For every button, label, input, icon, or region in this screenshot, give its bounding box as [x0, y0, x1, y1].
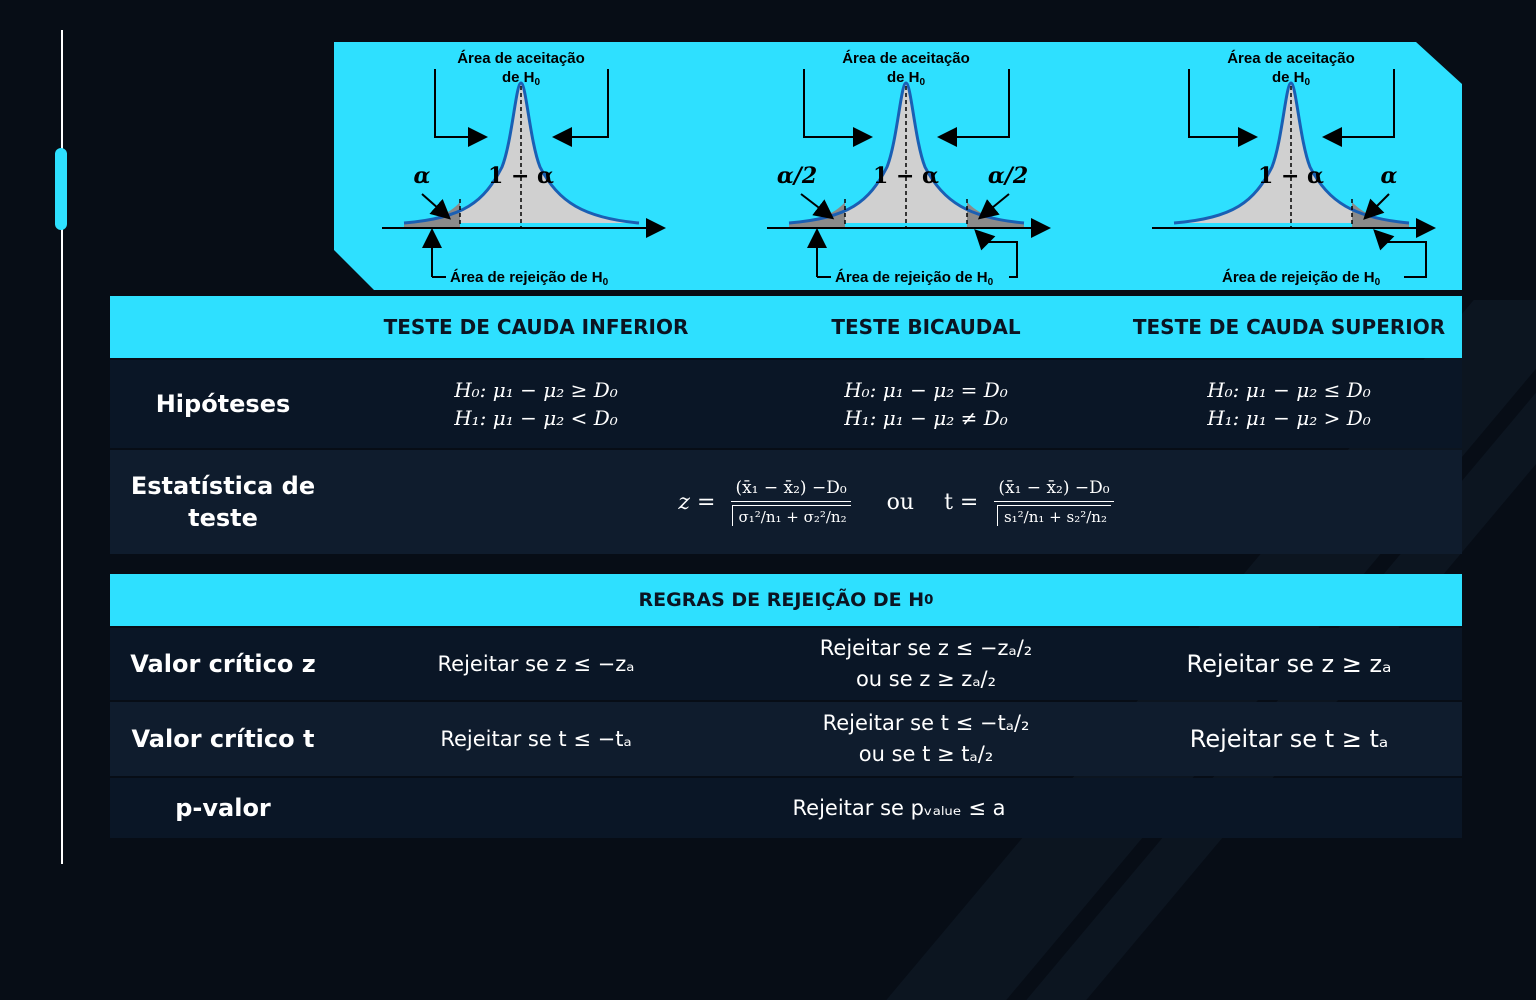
rejection-label: Área de rejeição de H	[1222, 269, 1375, 286]
test-type-header	[110, 296, 1462, 358]
z-rule-two-line1: Rejeitar se z ≤ −zₐ/₂	[819, 636, 1033, 660]
left-tail-label: α	[413, 163, 431, 189]
rejection-label: Área de rejeição de H	[835, 269, 988, 286]
z-rule-two-line2: ou se z ≥ zₐ/₂	[855, 667, 997, 691]
svg-text:de H0	[887, 69, 926, 88]
acceptance-label: de H	[1271, 69, 1305, 86]
acceptance-label: Área de aceitação	[842, 50, 970, 67]
slide-indicator	[55, 148, 67, 230]
svg-text:Área de rejeição de H0	[450, 269, 609, 288]
z-critical-label: Valor crítico z	[130, 650, 316, 678]
statistic-formula-line	[678, 478, 1119, 526]
t-numerator: (x̄₁ − x̄₂) −D₀	[994, 478, 1113, 502]
header-upper-tail: TESTE DE CAUDA SUPERIOR	[1132, 315, 1446, 339]
center-area-label: 1 − α	[488, 163, 554, 189]
distribution-diagrams	[334, 42, 1462, 290]
svg-text:Área de rejeição de H0	[835, 269, 994, 288]
subscript: 0	[919, 77, 926, 88]
hypotheses-row	[110, 360, 1462, 448]
acceptance-label: de H	[501, 69, 535, 86]
t-fraction	[994, 478, 1113, 526]
upper-tail-diagram	[1152, 50, 1432, 288]
rejection-rules-header	[110, 574, 1462, 626]
svg-text:Área de rejeição de H0	[1222, 269, 1381, 288]
t-rule-upper: Rejeitar se t ≥ tₐ	[1189, 724, 1389, 753]
subscript: 0	[1374, 277, 1381, 288]
t-rule-two-line1: Rejeitar se t ≤ −tₐ/₂	[822, 711, 1030, 735]
p-value-rule: Rejeitar se pᵥₐₗᵤₑ ≤ a	[792, 795, 1006, 820]
statistic-label-line1: Estatística de	[130, 472, 316, 500]
statistic-label	[110, 450, 336, 554]
subscript: 0	[602, 277, 609, 288]
h0-lower: H₀: μ₁ − μ₂ ≥ D₀	[454, 378, 618, 402]
hypotheses-label: Hipóteses	[155, 390, 291, 418]
z-numerator: (x̄₁ − x̄₂) −D₀	[731, 478, 850, 502]
two-tailed-diagram	[767, 50, 1047, 288]
t-rule-two	[736, 702, 1116, 776]
h1-upper: H₁: μ₁ − μ₂ > D₀	[1207, 406, 1371, 430]
center-area-label: 1 − α	[1258, 163, 1324, 189]
rejection-rules-title: REGRAS DE REJEIÇÃO DE H	[638, 589, 925, 611]
left-tail-label: α/2	[776, 163, 818, 189]
z-lhs: z =	[678, 489, 716, 515]
h0-two: H₀: μ₁ − μ₂ = D₀	[844, 378, 1008, 402]
t-lhs: t =	[944, 489, 979, 515]
z-denominator: σ₁²/n₁ + σ₂²/n₂	[732, 505, 851, 526]
statistic-label-line2: teste	[188, 504, 258, 532]
z-rule-two	[736, 628, 1116, 700]
header-empty-cell	[110, 296, 336, 358]
t-denominator: s₁²/n₁ + s₂²/n₂	[997, 505, 1111, 526]
rejection-label: Área de rejeição de H	[450, 269, 603, 286]
right-tail-label: α	[1380, 163, 1398, 189]
p-value-label: p-valor	[175, 794, 271, 822]
t-rule-lower: Rejeitar se t ≤ −tₐ	[440, 726, 632, 751]
h1-two: H₁: μ₁ − μ₂ ≠ D₀	[844, 406, 1008, 430]
t-critical-row	[110, 702, 1462, 776]
p-value-row	[110, 778, 1462, 838]
t-critical-label: Valor crítico t	[131, 725, 315, 753]
subscript: 0	[987, 277, 994, 288]
h0-upper: H₀: μ₁ − μ₂ ≤ D₀	[1207, 378, 1371, 402]
svg-text:de H0	[502, 69, 541, 88]
right-tail-label: α/2	[987, 163, 1029, 189]
svg-text:de H0	[1272, 69, 1311, 88]
acceptance-label: Área de aceitação	[1227, 50, 1355, 67]
center-area-label: 1 − α	[873, 163, 939, 189]
lower-tail-diagram	[382, 50, 662, 288]
header-lower-tail: TESTE DE CAUDA INFERIOR	[383, 315, 689, 339]
z-rule-lower: Rejeitar se z ≤ −zₐ	[437, 651, 635, 676]
acceptance-label: Área de aceitação	[457, 50, 585, 67]
h1-lower: H₁: μ₁ − μ₂ < D₀	[454, 406, 618, 430]
hypotheses-two	[736, 360, 1116, 448]
hypotheses-upper	[1116, 360, 1462, 448]
rejection-rules-subscript: 0	[924, 592, 934, 608]
header-two-tailed: TESTE BICAUDAL	[831, 315, 1021, 339]
z-fraction	[731, 478, 850, 526]
subscript: 0	[534, 77, 541, 88]
z-critical-row	[110, 628, 1462, 700]
acceptance-label: de H	[886, 69, 920, 86]
hypotheses-lower	[336, 360, 736, 448]
statistic-row	[110, 450, 1462, 554]
t-rule-two-line2: ou se t ≥ tₐ/₂	[858, 742, 994, 766]
distribution-diagrams-panel	[334, 42, 1462, 290]
or-label: ou	[886, 489, 915, 515]
z-rule-upper: Rejeitar se z ≥ zₐ	[1186, 649, 1392, 678]
statistic-formulas	[336, 450, 1462, 554]
subscript: 0	[1304, 77, 1311, 88]
